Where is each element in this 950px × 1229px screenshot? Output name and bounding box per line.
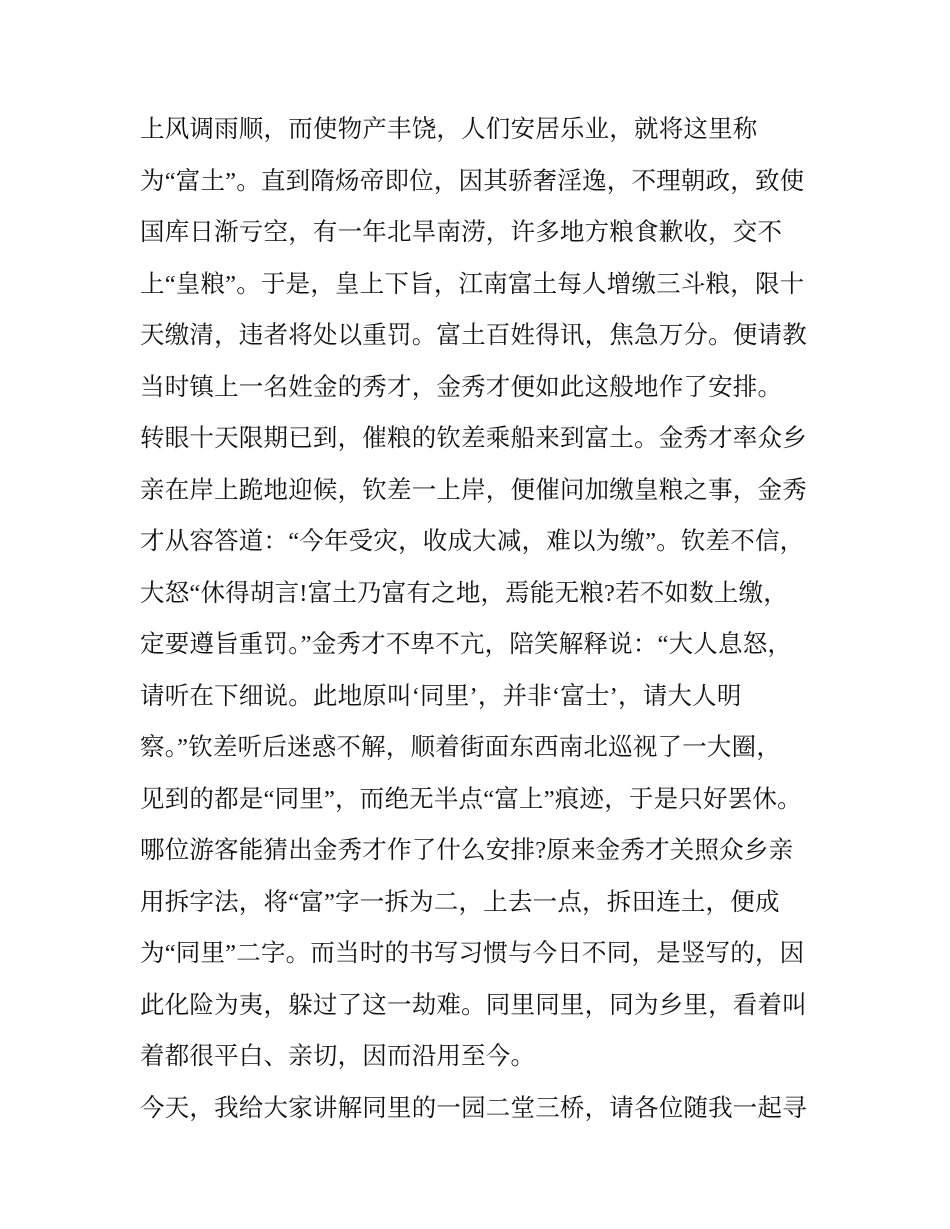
- text-line: 才从容答道：“今年受灾，收成大减，难以为缴”。钦差不信，: [140, 528, 805, 555]
- text-line: 此化险为夷，躲过了这一劫难。同里同里，同为乡里，看着叫: [140, 991, 807, 1019]
- body-text: [140, 104, 830, 1134]
- text-line: 为“同里”二字。而当时的书写习惯与今日不同，是竖写的，因: [140, 940, 805, 967]
- text-line: 国库日渐亏空，有一年北旱南涝，许多地方粮食歉收，交不: [140, 219, 783, 246]
- text-line: 大怒“休得胡言!富土乃富有之地，焉能无粮?若不如数上缴，: [140, 579, 789, 607]
- text-line: 察。”钦差听后迷惑不解，顺着街面东西南北巡视了一大圈，: [140, 734, 782, 761]
- text-line: 当时镇上一名姓金的秀才，金秀才便如此这般地作了安排。: [140, 373, 783, 401]
- text-line: 上风调雨顺，而使物产丰饶，人们安居乐业，就将这里称: [140, 116, 758, 143]
- text-line: 见到的都是“同里”，而绝无半点“富上”痕迹，于是只好罢休。: [140, 785, 802, 813]
- text-line: 哪位游客能猜出金秀才作了什么安排?原来金秀才关照众乡亲: [140, 837, 794, 864]
- text-line: 天缴清，违者将处以重罚。富土百姓得讯，焦急万分。便请教: [140, 322, 807, 349]
- text-line: 亲在岸上跪地迎候，钦差一上岸，便催问加缴皇粮之事，金秀: [140, 476, 807, 504]
- text-line: 为“富土”。直到隋炀帝即位，因其骄奢淫逸，不理朝政，致使: [140, 167, 805, 195]
- text-line: 转眼十天限期已到，催粮的钦差乘船来到富土。金秀才率众乡: [140, 425, 807, 452]
- text-line: 用拆字法，将“富”字一拆为二，上去一点，拆田连土，便成: [140, 888, 780, 916]
- text-line: 定要遵旨重罚。”金秀才不卑不亢，陪笑解释说：“大人息怒，: [140, 631, 793, 658]
- text-line: 请听在下细说。此地原叫‘同里’，并非‘富士’，请大人明: [140, 682, 742, 710]
- text-line: 今天，我给大家讲解同里的一园二堂三桥，请各位随我一起寻: [140, 1094, 807, 1122]
- text-line: 着都很平白、亲切，因而沿用至今。: [140, 1043, 536, 1070]
- text-line: 上“皇粮”。于是，皇上下旨，江南富土每人增缴三斗粮，限十: [140, 270, 805, 298]
